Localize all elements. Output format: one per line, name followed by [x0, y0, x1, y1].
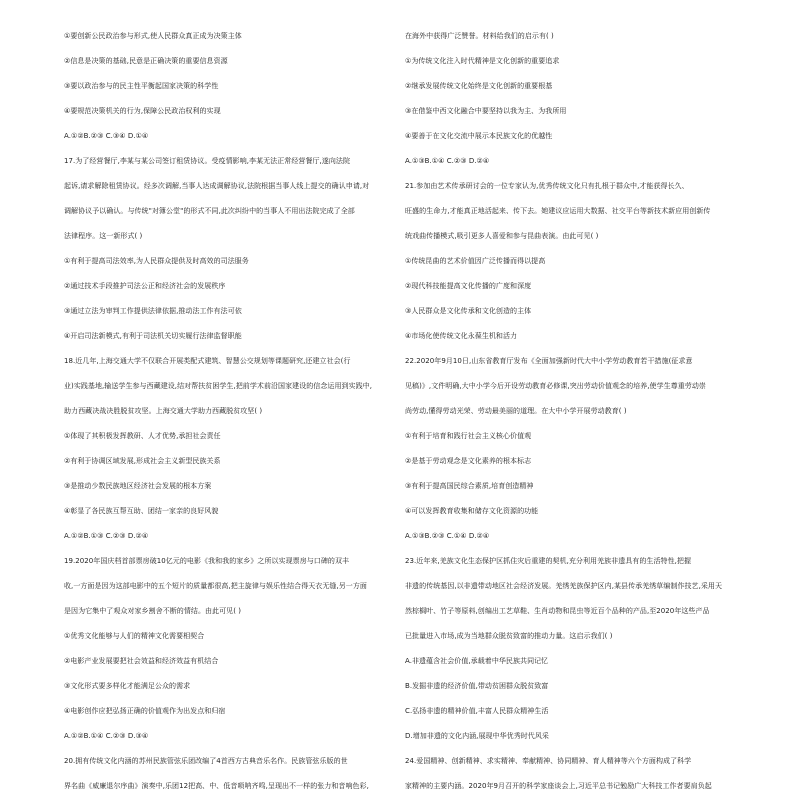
left-paragraph	[64, 380, 404, 392]
text-line: ②信息是决策的基础,民意是正确决策的重要信息资源	[64, 57, 228, 65]
text-line: ④电影创作应把弘扬正确的价值观作为出发点和归宿	[64, 707, 226, 715]
right-paragraph	[405, 530, 745, 542]
text-line: A.①③B.②③ C.①④ D.②④	[405, 532, 490, 540]
text-line: ①传统昆曲的艺术价值因广泛传播而得以提高	[405, 257, 546, 265]
left-paragraph	[64, 480, 404, 492]
text-line: ④彰显了各民族互帮互助、团结一家亲的良好风貌	[64, 507, 219, 515]
text-line: ①为传统文化注入时代精神是文化创新的重要追求	[405, 57, 560, 65]
text-line: ②是基于劳动观念是文化素养的根本标志	[405, 457, 532, 465]
text-line: 在海外中获得广泛赞誉。材料给我们的启示有( )	[405, 32, 554, 40]
left-paragraph	[64, 605, 404, 617]
right-paragraph	[405, 180, 745, 192]
text-line: 17.为了经营餐厅,李某与某公司签订租赁协议。受疫情影响,李某无法正常经营餐厅,遂向法院	[64, 157, 351, 165]
text-line: A.非遗蕴含社会价值,承载着中华民族共同记忆	[405, 657, 549, 665]
text-line: A.①②B.①③ C.②③ D.②④	[64, 532, 149, 540]
left-paragraph	[64, 130, 404, 142]
text-line: A.①②B.②③ C.③④ D.①④	[64, 132, 149, 140]
right-paragraph	[405, 505, 745, 517]
text-line: ③文化形式要多样化才能满足公众的需求	[64, 682, 191, 690]
left-paragraph	[64, 630, 404, 642]
text-line: D.增加非遗的文化内涵,展现中华优秀时代风采	[405, 732, 549, 740]
text-line: A.①②B.①④ C.②③ D.③④	[64, 732, 149, 740]
text-line: ①有利于提高司法效率,为人民群众提供及时高效的司法服务	[64, 257, 249, 265]
right-paragraph	[405, 755, 745, 767]
right-paragraph	[405, 330, 745, 342]
text-line: ①有利于培育和践行社会主义核心价值观	[405, 432, 532, 440]
text-line: 助力西藏决战决胜脱贫攻坚。上海交通大学助力西藏脱贫攻坚( )	[64, 407, 263, 415]
left-paragraph	[64, 705, 404, 717]
left-paragraph	[64, 155, 404, 167]
left-paragraph	[64, 55, 404, 67]
text-line: ④市场化使传统文化永葆生机和活力	[405, 332, 518, 340]
text-line: 22.2020年9月10日,山东省教育厅发布《全面加强新时代大中小学劳动教育若干措施(征求意	[405, 357, 693, 365]
text-line: 家精神的主要内涵。2020年9月召开的科学家座谈会上,习近平总书记勉励广大科技工作者要肩负起	[405, 782, 712, 790]
text-line: ②通过技术手段推护司法公正和经济社会的发展秩序	[64, 282, 226, 290]
left-paragraph	[64, 505, 404, 517]
text-line: 然棕榈叶、竹子等原料,创编出工艺草鞋、生肖动物和昆虫等近百个品种的产品,至2020年这些产品	[405, 607, 710, 615]
left-paragraph	[64, 330, 404, 342]
right-paragraph	[405, 155, 745, 167]
text-line: ③在借鉴中西文化融合中要坚持以我为主、为我所用	[405, 107, 567, 115]
left-paragraph	[64, 655, 404, 667]
right-paragraph	[405, 205, 745, 217]
left-paragraph	[64, 680, 404, 692]
text-line: ②现代科技能提高文化传播的广度和深度	[405, 282, 532, 290]
text-line: ③有利于提高国民综合素质,培育创造精神	[405, 482, 534, 490]
text-line: 调解协议予以确认。与传统"对簿公堂"的形式不同,此次纠纷中的当事人不用出法院完成了全部	[64, 207, 355, 215]
right-paragraph	[405, 605, 745, 617]
left-paragraph	[64, 305, 404, 317]
left-paragraph	[64, 255, 404, 267]
text-line: A.①③B.①④ C.②③ D.②④	[405, 157, 490, 165]
text-line: ③人民群众是文化传承和文化创造的主体	[405, 307, 532, 315]
right-paragraph	[405, 430, 745, 442]
right-paragraph	[405, 405, 745, 417]
text-line: 界名曲《威廉退尔序曲》演奏中,乐团12把高、中、低音唢呐齐鸣,呈现出不一样的张力和音响色彩,	[64, 782, 369, 790]
right-paragraph	[405, 630, 745, 642]
right-paragraph	[405, 705, 745, 717]
text-line: 是因为它集中了观众对家乡割舍不断的情结。由此可见( )	[64, 607, 242, 615]
left-paragraph	[64, 530, 404, 542]
right-paragraph	[405, 730, 745, 742]
right-paragraph	[405, 480, 745, 492]
left-paragraph	[64, 755, 404, 767]
text-line: 收,一方面是因为这部电影中的五个短片的质量都很高,把主旋律与娱乐性结合得天衣无缝,另一方面	[64, 582, 367, 590]
text-line: 业)实践基地,输送学生参与西藏建设,结对帮扶贫困学生,把前学术前沿国家建设的信念运用到实践中,	[64, 382, 372, 390]
text-line: ④要规范决策机关的行为,保障公民政治权利的实现	[64, 107, 221, 115]
text-line: ①体现了其积极发挥教研、人才优势,承担社会责任	[64, 432, 221, 440]
text-line: 旺盛的生命力,才能真正地活起来、传下去。她建议应运用大数据、社交平台等新技术新应用创新传	[405, 207, 711, 215]
text-line: 起诉,请求解除租赁协议。经多次调解,当事人达成调解协议,法院根据当事人线上提交的确认申请,对	[64, 182, 370, 190]
text-line: ①优秀文化能够与人们的精神文化需要相契合	[64, 632, 205, 640]
left-paragraph	[64, 430, 404, 442]
right-paragraph	[405, 130, 745, 142]
right-paragraph	[405, 380, 745, 392]
left-paragraph	[64, 355, 404, 367]
text-line: 法律程序。这一新形式( )	[64, 232, 143, 240]
text-line: ③通过立法为审判工作提供法律依据,推动法工作有法可依	[64, 307, 242, 315]
text-line: 尚劳动,懂得劳动光荣、劳动最美丽的道理。在大中小学开展劳动教育( )	[405, 407, 627, 415]
text-line: 统戏曲传播模式,吸引更多人喜爱和参与昆曲表演。由此可见( )	[405, 232, 599, 240]
text-line: ④可以发挥教育收集和储存文化资源的功能	[405, 507, 539, 515]
text-line: 23.近年来,羌族文化生态保护区抓住灾后重建的契机,充分利用羌族非遗具有的生活特性,把握	[405, 557, 692, 565]
text-line: 21.参加由艺术传承研讨会的一位专家认为,优秀传统文化只有扎根于群众中,才能获得长久、	[405, 182, 689, 190]
right-paragraph	[405, 455, 745, 467]
left-paragraph	[64, 205, 404, 217]
left-paragraph	[64, 780, 404, 792]
right-paragraph	[405, 305, 745, 317]
text-line: 19.2020年国庆档首部票房破10亿元的电影《我和我的家乡》之所以实现票房与口碑的双丰	[64, 557, 350, 565]
text-line: B.发掘非遗的经济价值,带动贫困群众脱贫致富	[405, 682, 549, 690]
left-paragraph	[64, 730, 404, 742]
text-line: 24.爱国精神、创新精神、求实精神、奉献精神、协同精神、育人精神等六个方面构成了科学	[405, 757, 692, 765]
left-paragraph	[64, 580, 404, 592]
text-line: ②继承发展传统文化始终是文化创新的重要根基	[405, 82, 553, 90]
text-line: ③要以政治参与的民主性平衡起国家决策的科学性	[64, 82, 219, 90]
right-paragraph	[405, 680, 745, 692]
text-line: 18.近几年,上海交通大学不仅联合开展类配式建筑、智慧公交规划等课题研究,还建立社会(行	[64, 357, 351, 365]
right-paragraph	[405, 105, 745, 117]
text-line: 见稿)》,文件明确,大中小学今后开设劳动教育必修课,突出劳动价值观念的培养,使学生尊重劳动崇	[405, 382, 706, 390]
text-line: 已批量进入市场,成为当地群众脱贫致富的推动力量。这启示我们( )	[405, 632, 613, 640]
right-paragraph	[405, 80, 745, 92]
left-paragraph	[64, 30, 404, 42]
text-line: ③是推动少数民族地区经济社会发展的根本方案	[64, 482, 212, 490]
text-line: C.弘扬非遗的精神价值,丰富人民群众精神生活	[405, 707, 549, 715]
text-line: ④开启司法新模式,有利于司法机关切实履行法律监督职能	[64, 332, 242, 340]
right-paragraph	[405, 230, 745, 242]
text-line: 非遗的传统基因,以非遗带动地区社会经济发展。羌绣羌族保护区内,某县传承羌绣草编制作技艺,采用天	[405, 582, 723, 590]
right-paragraph	[405, 555, 745, 567]
right-paragraph	[405, 255, 745, 267]
right-paragraph	[405, 55, 745, 67]
left-paragraph	[64, 80, 404, 92]
right-paragraph	[405, 655, 745, 667]
left-paragraph	[64, 230, 404, 242]
right-paragraph	[405, 280, 745, 292]
left-paragraph	[64, 180, 404, 192]
text-line: 20.拥有传统文化内涵的苏州民族管弦乐团改编了4首西方古典音乐名作。民族管弦乐版的世	[64, 757, 348, 765]
text-line: ②电影产业发展要把社会效益和经济效益有机结合	[64, 657, 219, 665]
left-paragraph	[64, 555, 404, 567]
text-line: ②有利于协调区域发展,形成社会主义新型民族关系	[64, 457, 221, 465]
left-paragraph	[64, 280, 404, 292]
text-line: ④要善于在文化交流中展示本民族文化的优越性	[405, 132, 553, 140]
right-paragraph	[405, 355, 745, 367]
right-paragraph	[405, 580, 745, 592]
text-line: ①要创新公民政治参与形式,使人民群众真正成为决策主体	[64, 32, 242, 40]
left-paragraph	[64, 105, 404, 117]
right-paragraph	[405, 30, 745, 42]
right-paragraph	[405, 780, 745, 792]
left-paragraph	[64, 455, 404, 467]
left-paragraph	[64, 405, 404, 417]
